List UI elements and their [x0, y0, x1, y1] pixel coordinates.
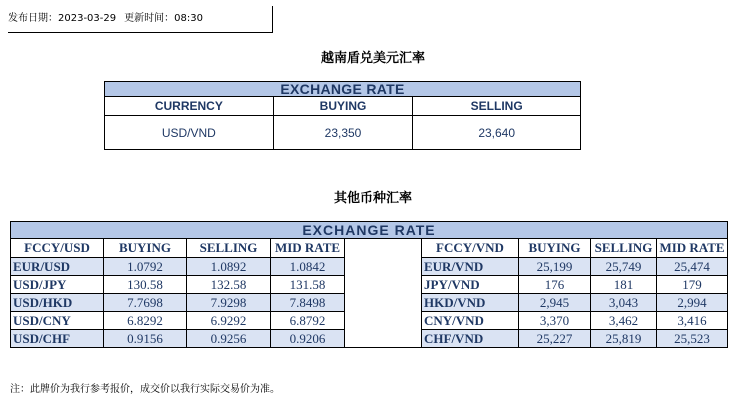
column-header: BUYING — [519, 239, 591, 258]
table-banner: EXCHANGE RATE — [11, 222, 728, 239]
buying-cell: 7.7698 — [104, 294, 187, 312]
buying-cell: 23,350 — [273, 116, 413, 150]
column-gap — [345, 294, 422, 312]
buying-cell: 176 — [519, 276, 591, 294]
column-header: CURRENCY — [105, 97, 274, 116]
other-currency-rate-table — [10, 221, 728, 348]
pair-cell: USD/CNY — [11, 312, 104, 330]
table-row — [11, 330, 728, 348]
buying-cell: 3,370 — [519, 312, 591, 330]
selling-cell: 25,749 — [591, 258, 657, 276]
column-gap — [345, 239, 422, 258]
mid-rate-cell: 6.8792 — [271, 312, 345, 330]
buying-cell: 130.58 — [104, 276, 187, 294]
other-section-title: 其他币种汇率 — [333, 191, 412, 206]
mid-rate-cell: 1.0842 — [271, 258, 345, 276]
mid-rate-cell: 25,523 — [657, 330, 728, 348]
mid-rate-cell: 0.9206 — [271, 330, 345, 348]
currency-cell: USD/VND — [105, 116, 274, 150]
selling-cell: 25,819 — [591, 330, 657, 348]
buying-cell: 6.8292 — [104, 312, 187, 330]
column-gap — [345, 276, 422, 294]
update-time-value: 08:30 — [174, 13, 203, 24]
buying-cell: 25,199 — [519, 258, 591, 276]
mid-rate-cell: 131.58 — [271, 276, 345, 294]
column-gap — [345, 312, 422, 330]
column-gap — [345, 258, 422, 276]
table-row — [11, 276, 728, 294]
buying-cell: 0.9156 — [104, 330, 187, 348]
table-row — [11, 258, 728, 276]
selling-cell: 3,043 — [591, 294, 657, 312]
table-banner: EXCHANGE RATE — [105, 82, 581, 97]
mid-rate-cell: 179 — [657, 276, 728, 294]
pair-cell: USD/CHF — [11, 330, 104, 348]
selling-cell: 0.9256 — [187, 330, 271, 348]
mid-rate-cell: 2,994 — [657, 294, 728, 312]
pair-cell: CNY/VND — [422, 312, 519, 330]
table-row — [11, 294, 728, 312]
disclaimer-note: 注：此牌价为我行参考报价，成交价以我行实际交易价为准。 — [10, 384, 280, 395]
column-header: FCCY/VND — [422, 239, 519, 258]
selling-cell: 132.58 — [187, 276, 271, 294]
pair-cell: EUR/USD — [11, 258, 104, 276]
usd-section-title: 越南盾兑美元汇率 — [320, 51, 425, 66]
pair-cell: USD/JPY — [11, 276, 104, 294]
selling-cell: 7.9298 — [187, 294, 271, 312]
publish-date-label: 发布日期： — [8, 13, 58, 24]
publish-info — [8, 6, 273, 33]
column-gap — [345, 330, 422, 348]
selling-cell: 6.9292 — [187, 312, 271, 330]
mid-rate-cell: 3,416 — [657, 312, 728, 330]
selling-cell: 1.0892 — [187, 258, 271, 276]
table-row — [105, 116, 581, 150]
pair-cell: USD/HKD — [11, 294, 104, 312]
pair-cell: CHF/VND — [422, 330, 519, 348]
column-header: FCCY/USD — [11, 239, 104, 258]
pair-cell: JPY/VND — [422, 276, 519, 294]
mid-rate-cell: 25,474 — [657, 258, 728, 276]
update-time-label: 更新时间： — [124, 13, 175, 24]
column-header: SELLING — [187, 239, 271, 258]
selling-cell: 181 — [591, 276, 657, 294]
usd-vnd-rate-table — [104, 81, 581, 150]
buying-cell: 1.0792 — [104, 258, 187, 276]
selling-cell: 23,640 — [413, 116, 581, 150]
mid-rate-cell: 7.8498 — [271, 294, 345, 312]
column-header: MID RATE — [271, 239, 345, 258]
column-header: BUYING — [104, 239, 187, 258]
column-header: SELLING — [413, 97, 581, 116]
column-header: MID RATE — [657, 239, 728, 258]
buying-cell: 2,945 — [519, 294, 591, 312]
column-header: SELLING — [591, 239, 657, 258]
publish-date-value: 2023-03-29 — [58, 13, 117, 24]
table-row — [11, 312, 728, 330]
pair-cell: HKD/VND — [422, 294, 519, 312]
pair-cell: EUR/VND — [422, 258, 519, 276]
buying-cell: 25,227 — [519, 330, 591, 348]
column-header: BUYING — [273, 97, 413, 116]
selling-cell: 3,462 — [591, 312, 657, 330]
